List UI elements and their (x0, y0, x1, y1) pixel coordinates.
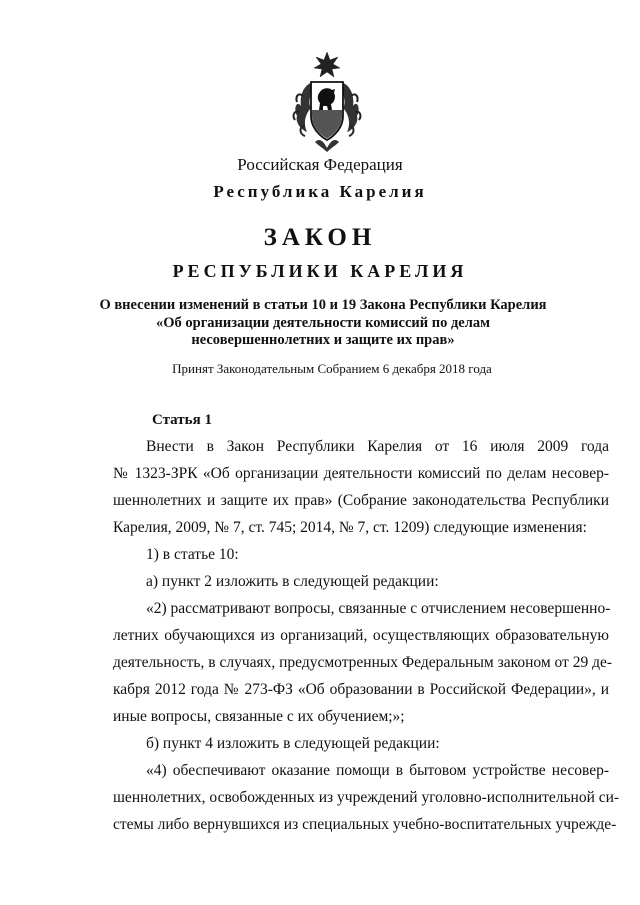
adoption-note: Принят Законодательным Собранием 6 декабря 2018 года (172, 361, 492, 376)
body-line: Внести в Закон Республики Карелия от 16 июля 2009 года (146, 438, 609, 455)
law-title-line: несовершеннолетних и защите их прав» (191, 332, 455, 348)
law-title-line: О внесении изменений в статьи 10 и 19 Закона Республики Карелия (99, 297, 547, 313)
body-line: кабря 2012 года № 273-ФЗ «Об образовании в Российской Федерации», и (113, 681, 609, 698)
republic-name: Республика Карелия (213, 182, 427, 201)
body-line: стемы либо вернувшихся из специальных учебно-воспитательных учрежде- (113, 816, 617, 833)
body-line: б) пункт 4 изложить в следующей редакции: (146, 735, 440, 752)
law-heading: ЗАКОН (263, 224, 377, 251)
law-title-line: «Об организации деятельности комиссий по делам (156, 315, 490, 331)
coat-of-arms-icon (289, 52, 365, 156)
country-name: Российская Федерация (237, 155, 403, 174)
body-line: а) пункт 2 изложить в следующей редакции: (146, 573, 439, 590)
body-line: «2) рассматривают вопросы, связанные с отчислением несовершенно- (146, 600, 611, 617)
body-line: иные вопросы, связанные с их обучением;»; (113, 708, 405, 725)
article-heading: Статья 1 (152, 412, 212, 428)
body-line: № 1323-ЗРК «Об организации деятельности комиссий по делам несовер- (113, 465, 609, 482)
law-subheading: РЕСПУБЛИКИ КАРЕЛИЯ (172, 261, 468, 281)
body-line: шеннолетних и защите их прав» (Собрание законодательства Республики (113, 492, 609, 509)
body-line: шеннолетних, освобожденных из учреждений уголовно-исполнительной си- (113, 789, 620, 806)
body-line: 1) в статье 10: (146, 546, 239, 563)
body-line: деятельность, в случаях, предусмотренных Федеральным законом от 29 де- (113, 654, 613, 671)
body-line: Карелия, 2009, № 7, ст. 745; 2014, № 7, ст. 1209) следующие изменения: (113, 519, 587, 536)
body-line: летних обучающихся из организаций, осуществляющих образовательную (113, 627, 609, 644)
body-line: «4) обеспечивают оказание помощи в бытовом устройстве несовер- (146, 762, 609, 779)
